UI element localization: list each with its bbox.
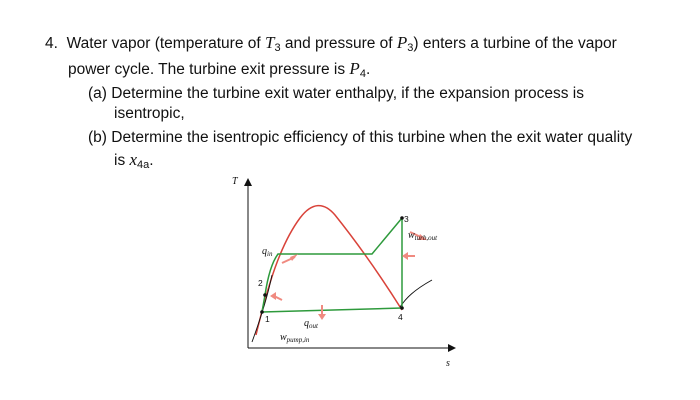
intro-text-1: Water vapor (temperature of: [66, 35, 265, 52]
s-axis-label: s: [446, 358, 450, 369]
symbol-P4-sub: 4: [359, 68, 366, 80]
symbol-T: T: [264, 33, 275, 52]
state-4-point: [400, 306, 404, 310]
intro-text-2: and pressure of: [280, 35, 397, 52]
state-2-label: 2: [258, 278, 263, 288]
part-a-line-2: isentropic,: [114, 105, 185, 122]
symbol-x: x: [129, 150, 138, 169]
state-3-label: 3: [404, 214, 409, 224]
part-b-prefix: is: [114, 152, 130, 169]
ts-diagram: [220, 170, 460, 375]
part-a-line-1: (a) Determine the turbine exit water enthalpy, if the expansion process is: [88, 85, 584, 102]
w-pump-arrow: [270, 292, 282, 300]
symbol-P4: P: [349, 59, 360, 78]
part-b-line-2: [114, 150, 154, 175]
state-2-point: [263, 293, 267, 297]
q-out-label: $q_{out}$: [304, 318, 318, 330]
superheat-isobar: [400, 280, 432, 307]
heat-rejection-line: [262, 308, 402, 312]
saturation-dome: [256, 206, 402, 335]
q-out-arrow: [318, 305, 326, 320]
state-4-label: 4: [398, 312, 403, 322]
heat-addition-line: [265, 218, 402, 295]
part-b-suffix: .: [149, 152, 154, 169]
symbol-T-sub: 3: [274, 42, 281, 54]
problem-line-1: [45, 33, 617, 58]
problem-number: 4.: [45, 35, 58, 52]
line2-text-2: .: [365, 61, 371, 78]
symbol-P-sub: 3: [407, 42, 414, 54]
symbol-x-sub: 4a: [137, 159, 150, 171]
q-in-arrow: [282, 254, 298, 263]
w-turb-label: $w_{turb,out}$: [408, 230, 438, 242]
intro-text-3: ) enters a turbine of the vapor: [413, 35, 617, 52]
state-1-label: 1: [265, 314, 270, 324]
state-1-point: [260, 310, 264, 314]
q-in-boiler-arrow: [402, 252, 415, 260]
part-b-line-1: (b) Determine the isentropic efficiency of this turbine when the exit water quality: [88, 129, 633, 146]
line2-text-1: power cycle. The turbine exit pressure is: [68, 61, 350, 78]
symbol-P: P: [396, 33, 408, 52]
t-axis-label: T: [232, 176, 238, 187]
problem-line-2: [68, 59, 370, 84]
w-pump-label: $w_{pump,in}$: [280, 332, 310, 344]
q-in-label: $q_{in}$: [262, 246, 273, 258]
